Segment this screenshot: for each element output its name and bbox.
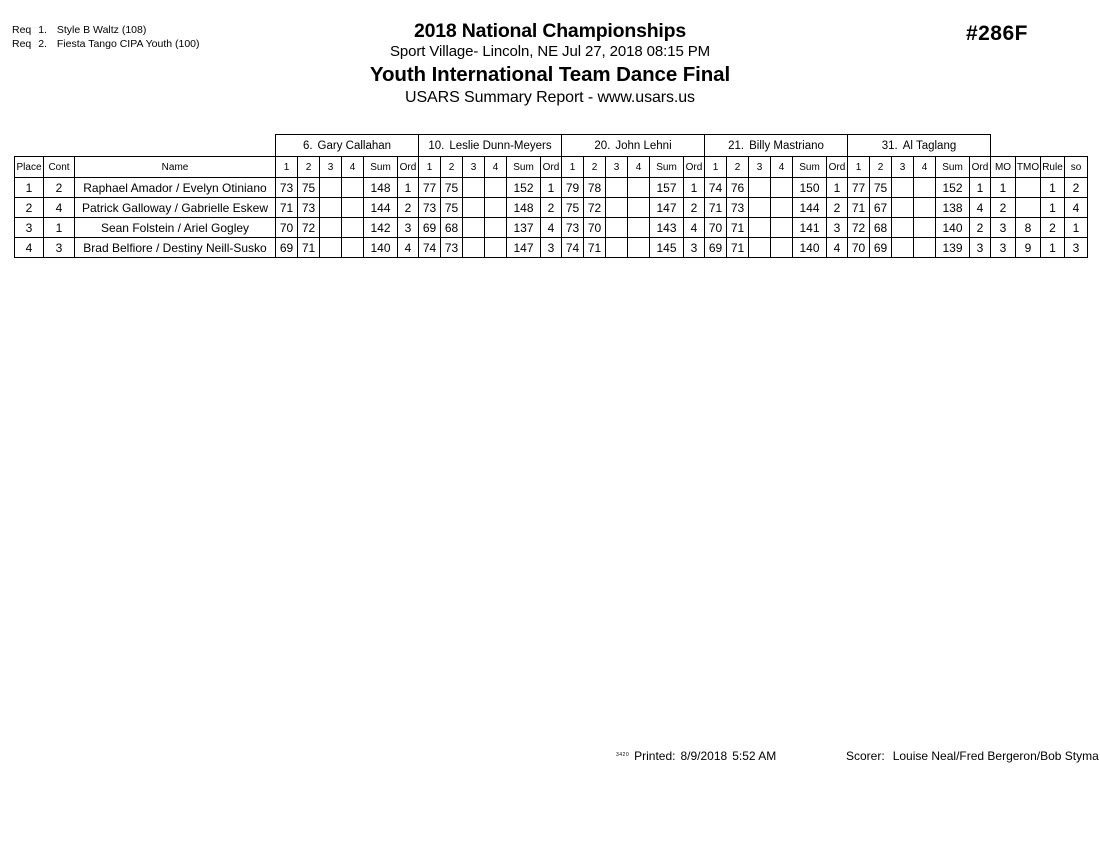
cell-sum: 140 [793, 238, 827, 258]
cell-score [463, 198, 485, 218]
scorer-info [846, 749, 1099, 763]
cell-score [771, 178, 793, 198]
cell-score [749, 218, 771, 238]
judge-band-tail-spacer [991, 135, 1088, 157]
judge-name: Billy Mastriano [749, 139, 824, 152]
cell-place: 4 [15, 238, 44, 258]
header-judge-score-3: 3 [606, 157, 628, 178]
header-judge-score-1: 1 [705, 157, 727, 178]
judge-number: 6. [302, 139, 313, 152]
cell-cont: 4 [44, 198, 75, 218]
cell-score [892, 178, 914, 198]
cell-ord: 3 [970, 238, 991, 258]
cell-ord: 3 [684, 238, 705, 258]
cell-name: Sean Folstein / Ariel Gogley [75, 218, 276, 238]
cell-ord: 3 [398, 218, 419, 238]
judge-number: 20. [594, 139, 611, 152]
header-judge-sum: Sum [793, 157, 827, 178]
event-title: Youth International Team Dance Final [369, 63, 731, 86]
cell-sum: 140 [364, 238, 398, 258]
cell-score: 71 [276, 198, 298, 218]
summary-score-table [14, 134, 1088, 258]
cell-score: 75 [870, 178, 892, 198]
header-judge-ord: Ord [684, 157, 705, 178]
header-cont: Cont [44, 157, 75, 178]
header-judge-score-1: 1 [848, 157, 870, 178]
cell-score [463, 178, 485, 198]
cell-score: 77 [419, 178, 441, 198]
judge-header-row [15, 135, 1088, 157]
cell-ord: 1 [398, 178, 419, 198]
cell-score [914, 198, 936, 218]
cell-score [628, 238, 650, 258]
event-number-badge: #286F [965, 22, 1028, 45]
venue-datetime-line: Sport Village- Lincoln, NE Jul 27, 2018 08:15 PM [389, 43, 711, 60]
cell-sum: 150 [793, 178, 827, 198]
cell-ord: 2 [398, 198, 419, 218]
cell-score: 72 [298, 218, 320, 238]
cell-sum: 139 [936, 238, 970, 258]
cell-score: 70 [848, 238, 870, 258]
cell-score [628, 218, 650, 238]
cell-so: 1 [1065, 218, 1088, 238]
cell-score: 73 [562, 218, 584, 238]
table-row [15, 198, 1088, 218]
cell-score [892, 218, 914, 238]
cell-mo: 2 [991, 198, 1016, 218]
cell-score: 75 [441, 178, 463, 198]
cell-sum: 142 [364, 218, 398, 238]
header-mo: MO [991, 157, 1016, 178]
cell-sum: 157 [650, 178, 684, 198]
header-judge-score-3: 3 [749, 157, 771, 178]
cell-score: 74 [419, 238, 441, 258]
judge-header-cell [419, 135, 562, 157]
header-judge-score-3: 3 [463, 157, 485, 178]
cell-sum: 144 [364, 198, 398, 218]
cell-ord: 4 [827, 238, 848, 258]
cell-score [606, 198, 628, 218]
header-judge-score-2: 2 [727, 157, 749, 178]
report-header [0, 20, 1100, 109]
cell-score: 71 [727, 238, 749, 258]
header-judge-score-3: 3 [892, 157, 914, 178]
header-judge-score-2: 2 [584, 157, 606, 178]
cell-so: 3 [1065, 238, 1088, 258]
cell-score [606, 238, 628, 258]
cell-score: 70 [705, 218, 727, 238]
cell-ord: 2 [827, 198, 848, 218]
cell-ord: 3 [541, 238, 562, 258]
cell-place: 1 [15, 178, 44, 198]
header-judge-score-2: 2 [441, 157, 463, 178]
cell-sum: 152 [936, 178, 970, 198]
header-judge-score-4: 4 [485, 157, 507, 178]
printed-label: Printed: [634, 749, 676, 763]
cell-score [485, 198, 507, 218]
table-row [15, 238, 1088, 258]
judge-name: John Lehni [615, 139, 672, 152]
cell-tmo [1016, 198, 1041, 218]
cell-mo: 3 [991, 218, 1016, 238]
cell-cont: 1 [44, 218, 75, 238]
requirement-label: Req [12, 24, 32, 36]
cell-score [749, 198, 771, 218]
cell-sum: 147 [507, 238, 541, 258]
header-judge-sum: Sum [507, 157, 541, 178]
header-judge-ord: Ord [970, 157, 991, 178]
cell-cont: 2 [44, 178, 75, 198]
report-subtitle: USARS Summary Report - www.usars.us [405, 89, 695, 106]
scorer-names: Louise Neal/Fred Bergeron/Bob Styma [892, 749, 1099, 763]
cell-score [771, 218, 793, 238]
cell-score [320, 198, 342, 218]
cell-score: 74 [562, 238, 584, 258]
cell-score [914, 178, 936, 198]
cell-sum: 137 [507, 218, 541, 238]
cell-ord: 1 [970, 178, 991, 198]
print-code: 3420 [616, 752, 630, 758]
cell-score [463, 218, 485, 238]
header-tmo: TMO [1016, 157, 1041, 178]
header-judge-score-1: 1 [419, 157, 441, 178]
cell-score: 69 [705, 238, 727, 258]
cell-name: Raphael Amador / Evelyn Otiniano [75, 178, 276, 198]
cell-score [485, 178, 507, 198]
judge-name: Leslie Dunn-Meyers [449, 139, 552, 152]
header-judge-score-3: 3 [320, 157, 342, 178]
cell-score: 71 [298, 238, 320, 258]
cell-score: 72 [584, 198, 606, 218]
cell-score: 75 [562, 198, 584, 218]
cell-score [771, 198, 793, 218]
requirement-text: Fiesta Tango CIPA Youth (100) [56, 38, 200, 50]
header-name: Name [75, 157, 276, 178]
cell-ord: 4 [684, 218, 705, 238]
cell-score: 69 [419, 218, 441, 238]
cell-score [320, 178, 342, 198]
table-row [15, 178, 1088, 198]
table-row [15, 218, 1088, 238]
cell-score: 73 [298, 198, 320, 218]
cell-score [342, 218, 364, 238]
cell-score: 67 [870, 198, 892, 218]
cell-ord: 2 [684, 198, 705, 218]
cell-score: 70 [276, 218, 298, 238]
header-judge-ord: Ord [541, 157, 562, 178]
cell-score: 71 [848, 198, 870, 218]
cell-tmo [1016, 178, 1041, 198]
cell-score: 76 [727, 178, 749, 198]
cell-sum: 140 [936, 218, 970, 238]
cell-sum: 147 [650, 198, 684, 218]
cell-score: 78 [584, 178, 606, 198]
cell-rule: 1 [1041, 198, 1065, 218]
judge-name: Gary Callahan [317, 139, 392, 152]
cell-ord: 2 [970, 218, 991, 238]
cell-score: 71 [727, 218, 749, 238]
cell-tmo: 8 [1016, 218, 1041, 238]
cell-cont: 3 [44, 238, 75, 258]
cell-score [320, 238, 342, 258]
cell-so: 4 [1065, 198, 1088, 218]
column-header-row [15, 157, 1088, 178]
header-judge-ord: Ord [827, 157, 848, 178]
cell-ord: 1 [541, 178, 562, 198]
cell-score [320, 218, 342, 238]
header-judge-sum: Sum [364, 157, 398, 178]
cell-sum: 143 [650, 218, 684, 238]
header-judge-score-1: 1 [562, 157, 584, 178]
requirement-number: 1. [38, 24, 47, 36]
cell-score [628, 198, 650, 218]
cell-sum: 145 [650, 238, 684, 258]
cell-score [914, 238, 936, 258]
cell-score: 75 [441, 198, 463, 218]
cell-score: 73 [419, 198, 441, 218]
cell-ord: 4 [541, 218, 562, 238]
cell-score [914, 218, 936, 238]
cell-name: Patrick Galloway / Gabrielle Eskew [75, 198, 276, 218]
cell-rule: 2 [1041, 218, 1065, 238]
cell-so: 2 [1065, 178, 1088, 198]
cell-score: 69 [870, 238, 892, 258]
cell-score [771, 238, 793, 258]
cell-score: 73 [727, 198, 749, 218]
cell-score [342, 178, 364, 198]
printed-date: 8/9/2018 [680, 749, 728, 763]
cell-score [485, 238, 507, 258]
cell-ord: 4 [398, 238, 419, 258]
header-rule: Rule [1041, 157, 1065, 178]
header-judge-score-4: 4 [342, 157, 364, 178]
judge-header-cell [848, 135, 991, 157]
cell-score: 68 [870, 218, 892, 238]
cell-score [749, 178, 771, 198]
printed-time: 5:52 AM [732, 749, 777, 763]
cell-mo: 3 [991, 238, 1016, 258]
judge-number: 21. [728, 139, 745, 152]
cell-score: 69 [276, 238, 298, 258]
scorer-label: Scorer: [846, 749, 885, 763]
header-judge-score-4: 4 [628, 157, 650, 178]
cell-score: 75 [298, 178, 320, 198]
judge-header-cell [276, 135, 419, 157]
cell-sum: 148 [364, 178, 398, 198]
competition-title: 2018 National Championships [414, 20, 686, 42]
cell-score: 72 [848, 218, 870, 238]
cell-rule: 1 [1041, 178, 1065, 198]
cell-score: 73 [276, 178, 298, 198]
cell-ord: 1 [827, 178, 848, 198]
cell-place: 3 [15, 218, 44, 238]
cell-score [892, 238, 914, 258]
judge-band-spacer [15, 135, 276, 157]
cell-sum: 141 [793, 218, 827, 238]
cell-score [485, 218, 507, 238]
cell-score: 71 [584, 238, 606, 258]
header-judge-sum: Sum [936, 157, 970, 178]
requirement-number: 2. [38, 38, 47, 50]
cell-score: 68 [441, 218, 463, 238]
cell-score: 77 [848, 178, 870, 198]
cell-score [628, 178, 650, 198]
cell-sum: 138 [936, 198, 970, 218]
printed-info [616, 749, 776, 763]
judge-name: Al Taglang [902, 139, 957, 152]
cell-score [606, 178, 628, 198]
header-judge-sum: Sum [650, 157, 684, 178]
header-judge-score-4: 4 [771, 157, 793, 178]
judge-number: 31. [881, 139, 898, 152]
cell-sum: 144 [793, 198, 827, 218]
requirement-label: Req [12, 38, 32, 50]
judge-number: 10. [428, 139, 445, 152]
cell-score: 74 [705, 178, 727, 198]
cell-score: 73 [441, 238, 463, 258]
cell-score [463, 238, 485, 258]
header-judge-score-1: 1 [276, 157, 298, 178]
cell-score [342, 238, 364, 258]
header-judge-ord: Ord [398, 157, 419, 178]
cell-name: Brad Belfiore / Destiny Neill-Susko [75, 238, 276, 258]
cell-rule: 1 [1041, 238, 1065, 258]
judge-header-cell [562, 135, 705, 157]
cell-mo: 1 [991, 178, 1016, 198]
cell-ord: 2 [541, 198, 562, 218]
header-judge-score-2: 2 [298, 157, 320, 178]
cell-score [749, 238, 771, 258]
cell-ord: 1 [684, 178, 705, 198]
header-judge-score-4: 4 [914, 157, 936, 178]
cell-place: 2 [15, 198, 44, 218]
cell-ord: 4 [970, 198, 991, 218]
judge-header-cell [705, 135, 848, 157]
cell-tmo: 9 [1016, 238, 1041, 258]
cell-score [892, 198, 914, 218]
cell-score [606, 218, 628, 238]
cell-ord: 3 [827, 218, 848, 238]
cell-score: 70 [584, 218, 606, 238]
cell-score [342, 198, 364, 218]
cell-sum: 148 [507, 198, 541, 218]
header-judge-score-2: 2 [870, 157, 892, 178]
cell-score: 79 [562, 178, 584, 198]
cell-score: 71 [705, 198, 727, 218]
cell-sum: 152 [507, 178, 541, 198]
requirement-text: Style B Waltz (108) [56, 24, 147, 36]
header-place: Place [15, 157, 44, 178]
header-so: so [1065, 157, 1088, 178]
